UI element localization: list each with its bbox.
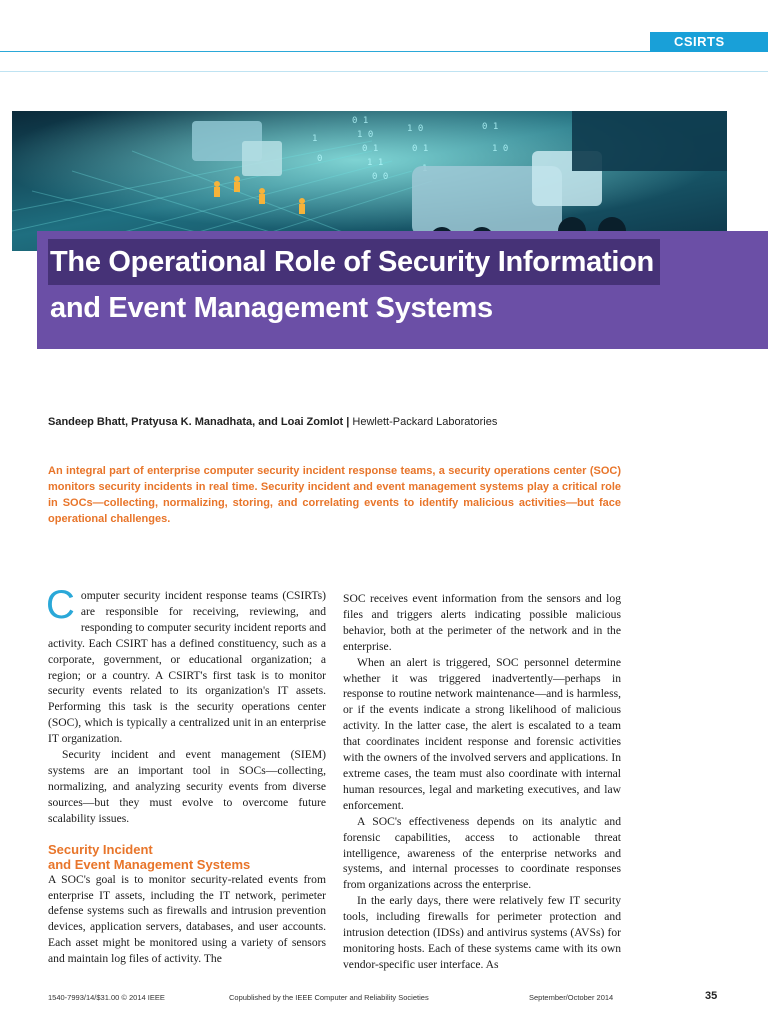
- footer-issue-date: September/October 2014: [529, 993, 614, 1002]
- svg-text:0 1: 0 1: [482, 122, 499, 132]
- paragraph: Security incident and event management (SIEM) systems are an important tool in SOCs—collecting, normalizing, and analyzing security events from diverse sources—but they must evolve to overcome future scalability issues.: [48, 748, 326, 825]
- svg-text:1 1: 1 1: [367, 158, 384, 168]
- section-heading-line-1: Security Incident: [48, 841, 153, 857]
- author-names: Sandeep Bhatt, Pratyusa K. Manadhata, and Loai Zomlot: [48, 416, 344, 428]
- body-column-left: [46, 583, 326, 967]
- paragraph-text: omputer security incident response teams (CSIRTs) are responsible for receiving, reviewing, and responding to computer security incident reports and activity. Each CSIRT has a defined constituency, such as a corporate, government, or educational organization; a region; or a country. A CSIRT's first task is to monitor security events related to its organization's IT assets. Performing this task is the security operations center (SOC), which is typically a centralized unit in an enterprise IT organization.: [48, 589, 326, 746]
- header-rule-secondary: [0, 71, 768, 72]
- abstract: An integral part of enterprise computer security incident response teams, a security operations center (SOC) monitors security incidents in real time. Security incident and event management systems play a critical role in SOCs—collecting, normalizing, storing, and correlating events to identify malicious activities—but face operational challenges.: [48, 465, 621, 525]
- svg-text:0 0: 0 0: [372, 172, 389, 182]
- title-line-1: The Operational Role of Security Information: [48, 239, 660, 285]
- paragraph: When an alert is triggered, SOC personnel determine whether it was triggered inadvertently—perhaps in response to routine network maintenance—and is harmless, or if the events indicate a strong likelihood of malicious activity. In the latter case, the alert is escalated to a team that coordinates incident response and forensic activities with the owners of the involved servers and applications. In extreme cases, the team must also coordinate with internal human resources, legal and marketing executives, and law enforcement.: [343, 655, 621, 812]
- svg-text:0 1: 0 1: [352, 116, 369, 126]
- svg-text:0 1: 0 1: [362, 144, 379, 154]
- paragraph: [46, 583, 326, 747]
- header-rule: [0, 51, 650, 52]
- paragraph: A SOC's goal is to monitor security-related events from enterprise IT assets, including the IT network, perimeter defense systems such as firewalls and intrusion prevention devices, application servers, databases, and user accounts. Each asset might be monitored using a variety of sensors and maintain log files of activity. The: [48, 872, 326, 966]
- author-separator: |: [346, 416, 350, 428]
- svg-text:0 1: 0 1: [412, 144, 429, 154]
- footer-publisher: Copublished by the IEEE Computer and Reliability Societies: [229, 993, 429, 1002]
- title-line-2: and Event Management Systems: [50, 292, 493, 324]
- authors: [48, 416, 497, 428]
- svg-text:1 0: 1 0: [407, 124, 424, 134]
- paragraph: A SOC's effectiveness depends on its analytic and forensic capabilities, access to actionable threat intelligence, awareness of the enterprise networks and systems, and internal processes to coordinate responses from organizations across the enterprise.: [343, 814, 621, 892]
- svg-text:0: 0: [317, 154, 323, 164]
- footer-copyright: 1540-7993/14/$31.00 © 2014 IEEE: [48, 993, 165, 1002]
- hero-illustration: [12, 111, 727, 251]
- author-affiliation: Hewlett-Packard Laboratories: [352, 416, 498, 428]
- paragraph: In the early days, there were relatively few IT security tools, including firewalls for perimeter protection and intrusion detection (IDSs) and antivirus systems (AVSs) for monitoring hosts. Each of these systems came with its own vendor-specific user interface. As: [343, 894, 621, 971]
- section-tab: CSIRTS: [650, 32, 768, 52]
- svg-text:1 0: 1 0: [492, 144, 509, 154]
- section-heading: [48, 842, 326, 872]
- svg-text:1: 1: [312, 134, 318, 144]
- section-heading-line-2: and Event Management Systems: [48, 856, 251, 872]
- page-number: 35: [705, 990, 718, 1002]
- dropcap: C: [46, 583, 75, 627]
- paragraph: SOC receives event information from the sensors and log files and triggers alerts indicating possible malicious behavior, both at the perimeter of the network and in the enterprise.: [343, 592, 621, 653]
- body-column-right: [343, 591, 621, 973]
- article-title: [37, 231, 768, 349]
- svg-text:1 0: 1 0: [357, 130, 374, 140]
